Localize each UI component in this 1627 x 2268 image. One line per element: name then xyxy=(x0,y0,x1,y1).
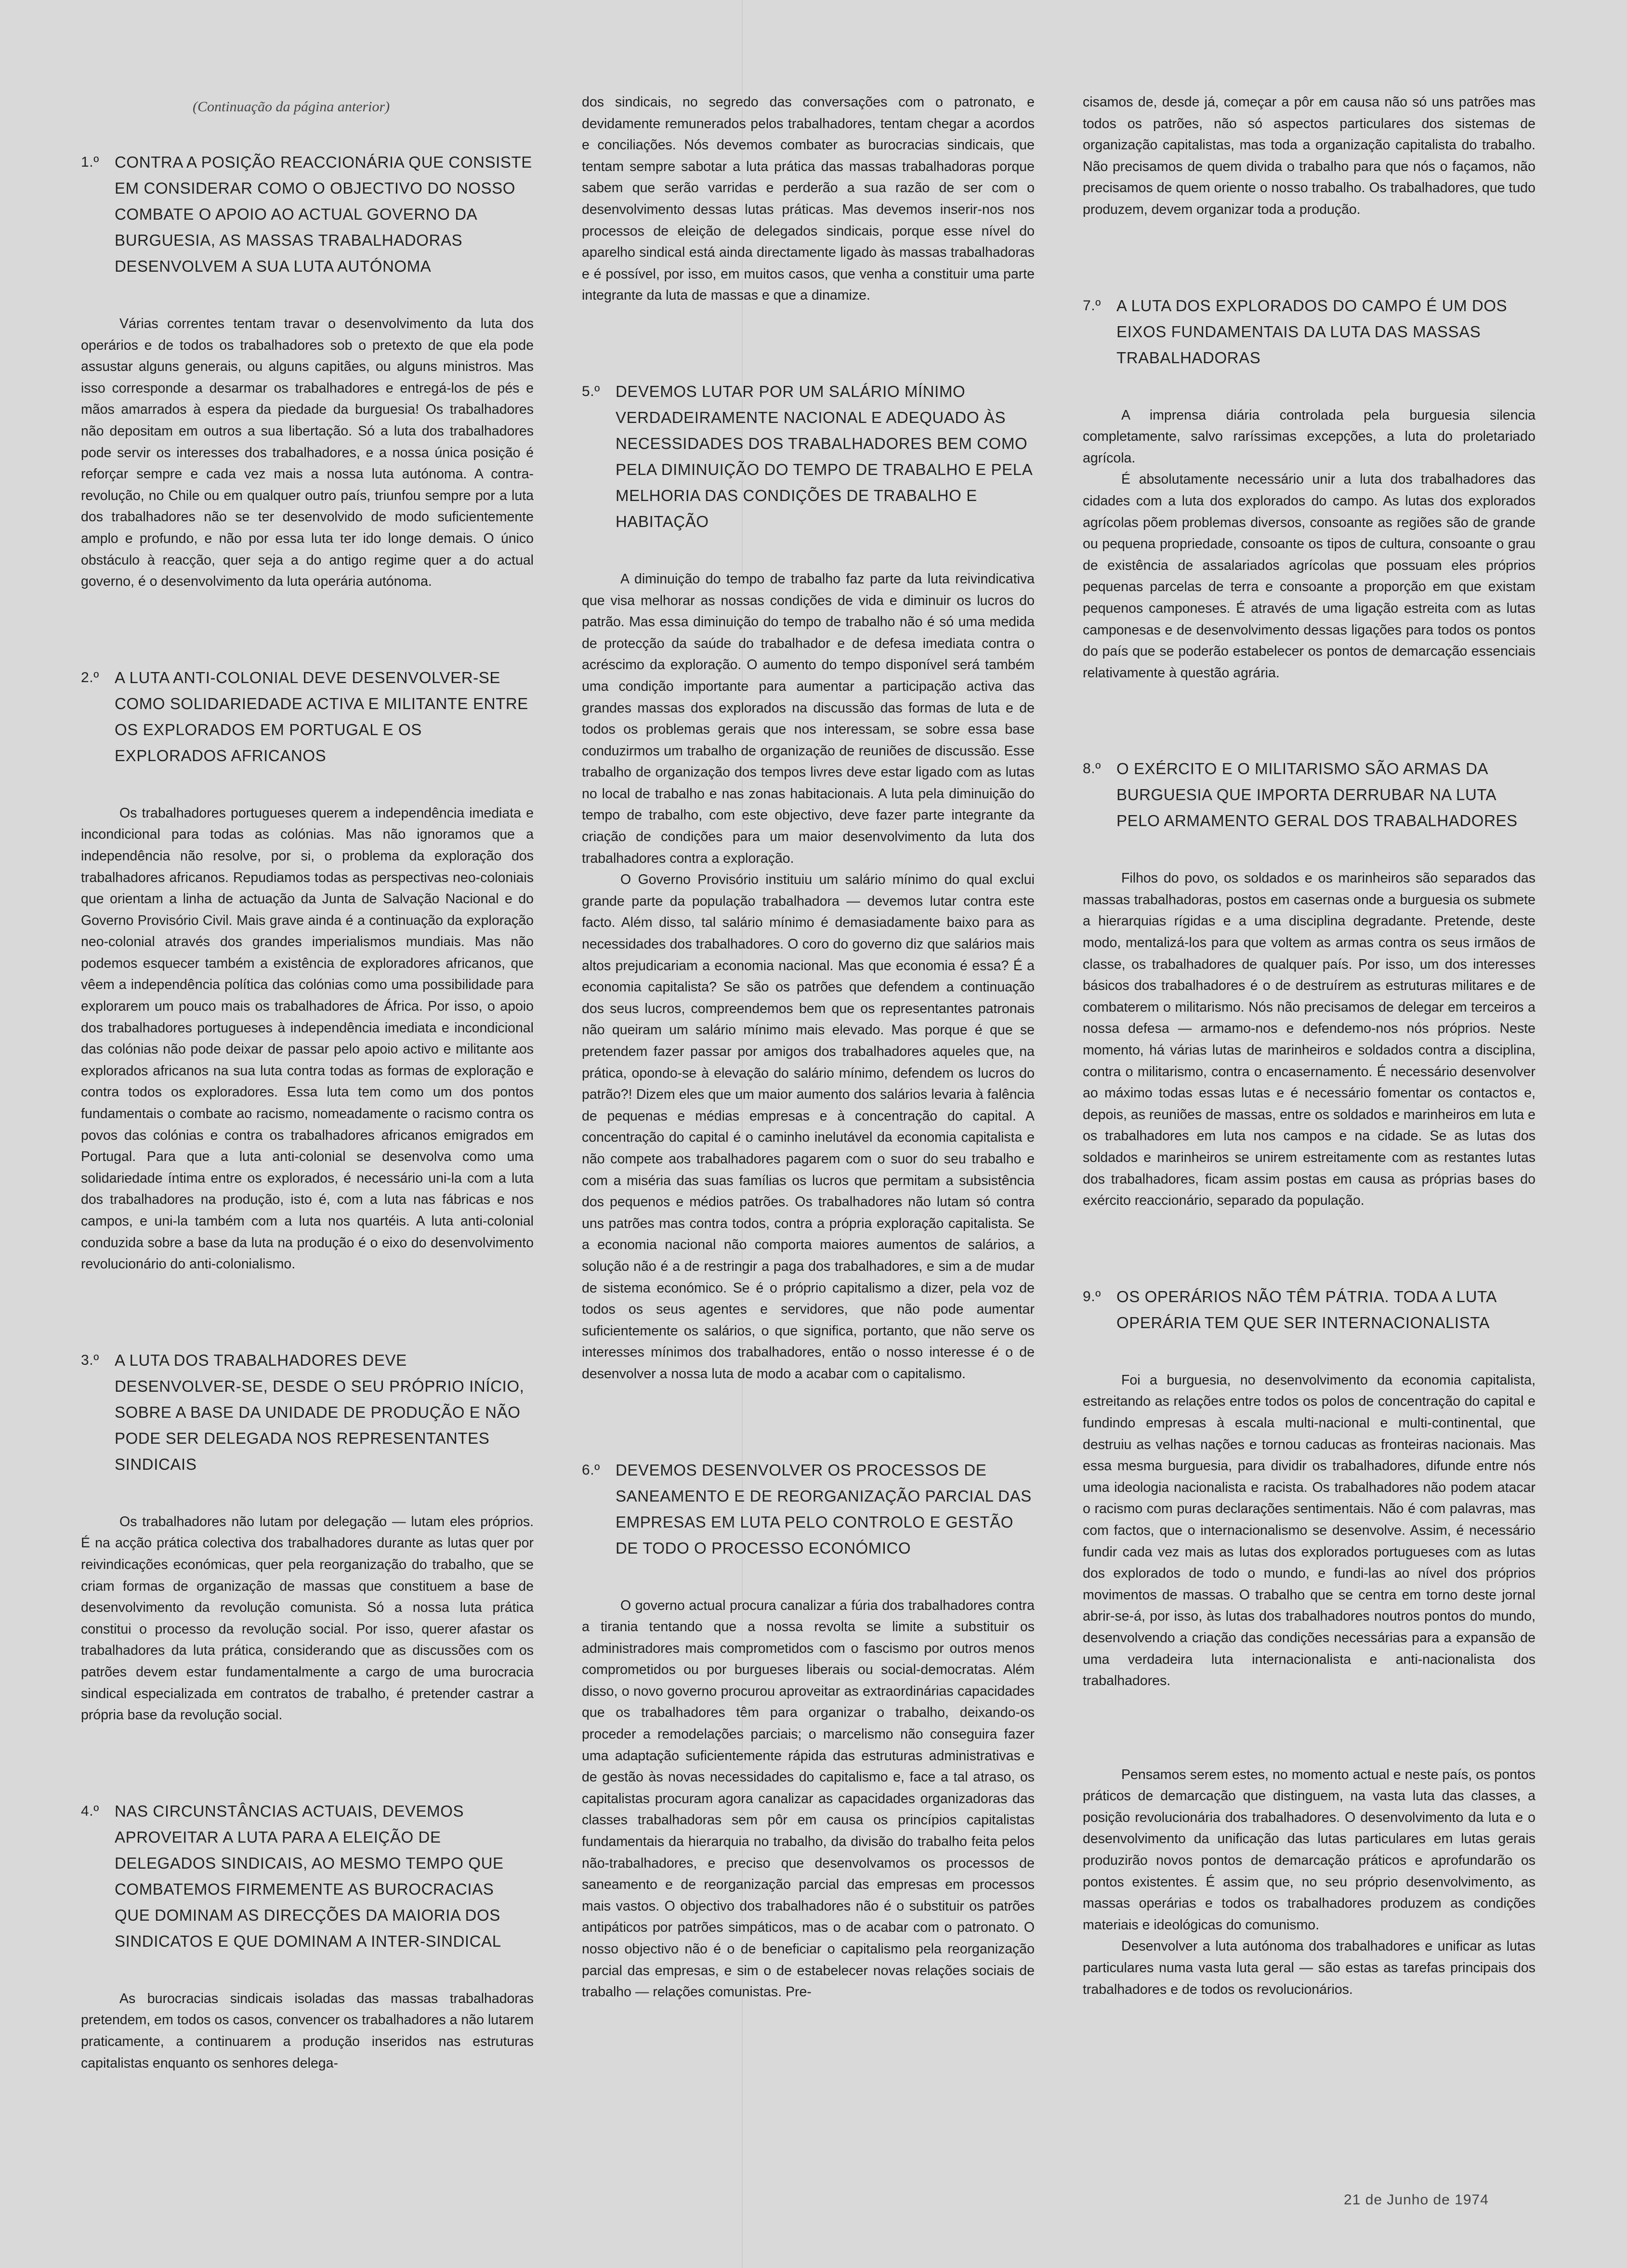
article-section xyxy=(81,149,534,593)
continuation-note: (Continuação da página anterior) xyxy=(193,99,390,115)
body-paragraph: Os trabalhadores portugueses querem a independência imediata e incondicional para todas as colónias. Mas não ignoramos que a independência não resolve, por si, o problema da exploração dos trabalhadores africanos. Repudiamos todas as perspectivas neo-coloniais que orientam a linha de actuação da Junta de Salvação Nacional e do Governo Provisório Civil. Mais grave ainda é a continuação da exploração neo-colonial através dos grandes imperialismos mundiais. Mas não podemos esquecer também a existência de exploradores africanos, que vêem a independência política das colónias como uma possibilidade para explorarem um pouco mais os trabalhadores de África. Por isso, o apoio dos trabalhadores portugueses à independência imediata e incondicional das colónias não pode deixar de passar pelo apoio activo e militante aos explorados africanos na sua luta contra todas as formas de exploração e contra todos os exploradores. Essa luta tem como um dos pontos fundamentais o combate ao racismo, nomeadamente o racismo contra os povos das colónias e contra os trabalhadores africanos emigrados em Portugal. Para que a luta anti-colonial se desenvolva como uma solidariedade íntima entre os explorados, é necessário uni-la com a luta dos trabalhadores na produção, isto é, com a luta nas fábricas e nos campos, e uni-la também com a luta nos quartéis. A luta anti-colonial conduzida sobre a base da luta na produção é o eixo do desenvolvimento revolucionário do anti-colonialismo. xyxy=(81,805,534,1272)
section-heading xyxy=(81,665,534,769)
section-title: OS OPERÁRIOS NÃO TÊM PÁTRIA. TODA A LUTA OPERÁRIA TEM QUE SER INTERNACIONALISTA xyxy=(1116,1287,1496,1332)
section-title: NAS CIRCUNSTÂNCIAS ACTUAIS, DEVEMOS APROVEITAR A LUTA PARA A ELEIÇÃO DE DELEGADOS SINDICAIS, AO MESMO TEMPO QUE COMBATEMOS FIRMEMENTE AS BUROCRACIAS QUE DOMINAM AS DIRECÇÕES DA MAIORIA DOS SINDICATOS E QUE DOMINAM A INTER-SINDICAL xyxy=(115,1802,504,1950)
section-heading xyxy=(1083,756,1535,834)
section-title: O EXÉRCITO E O MILITARISMO SÃO ARMAS DA BURGUESIA QUE IMPORTA DERRUBAR NA LUTA PELO ARMAMENTO GERAL DOS TRABALHADORES xyxy=(1116,760,1518,830)
section-heading xyxy=(1083,1284,1535,1336)
section-number: 5.º xyxy=(582,383,600,399)
publication-date: 21 de Junho de 1974 xyxy=(1344,2192,1489,2208)
article-section xyxy=(582,92,1035,306)
column-2 xyxy=(582,92,1035,2075)
section-number: 8.º xyxy=(1083,761,1101,777)
body-paragraph: As burocracias sindicais isoladas das massas trabalhadoras pretendem, em todos os casos, convencer os trabalhadores a não lutarem praticamente, a continuarem a produção inseridos nas estruturas capitalistas enquanto os senhores delega- xyxy=(81,1991,534,2071)
article-section xyxy=(1083,1764,1535,2001)
section-heading xyxy=(582,379,1035,535)
section-heading xyxy=(81,1347,534,1477)
article-section xyxy=(1083,756,1535,1212)
article-section xyxy=(1083,293,1535,684)
article-section xyxy=(582,1457,1035,2003)
article-section xyxy=(1083,92,1535,221)
section-title: DEVEMOS DESENVOLVER OS PROCESSOS DE SANEAMENTO E DE REORGANIZAÇÃO PARCIAL DAS EMPRESAS EM LUTA PELO CONTROLO E GESTÃO DE TODO O PROCESSO ECONÓMICO xyxy=(616,1461,1032,1557)
article-section xyxy=(81,1347,534,1726)
body-paragraph: cisamos de, desde já, começar a pôr em causa não só uns patrões mas todos os patrões, não só aspectos particulares dos sistemas de organização capitalistas, mas toda a organização capitalista do trabalho. Não precisamos de quem divida o trabalho para que nós o façamos, não precisamos de quem oriente o nosso trabalho. Os trabalhadores, que tudo produzem, devem organizar toda a produção. xyxy=(1083,94,1535,217)
section-heading xyxy=(81,1798,534,1954)
section-heading xyxy=(81,149,534,279)
article-section xyxy=(81,665,534,1275)
column-1 xyxy=(81,149,534,2146)
body-paragraph: Os trabalhadores não lutam por delegação — lutam eles próprios. É na acção prática colectiva dos trabalhadores durante as lutas quer por reivindicações económicas, quer pela reorganização do trabalho, que se criam formas de organização de massas que constituem a base de desenvolvimento da revolução comunista. Só a nossa luta prática constitui o processo da revolução social. Por isso, querer afastar os trabalhadores da luta prática, considerando que as discussões com os patrões devem estar fundamentalmente a cargo de uma burocracia sindical especializada em contratos de trabalho, é pretender castrar a própria base da revolução social. xyxy=(81,1514,534,1723)
section-number: 3.º xyxy=(81,1352,99,1368)
body-paragraph: Várias correntes tentam travar o desenvolvimento da luta dos operários e de todos os trabalhadores sob o pretexto de que ela pode assustar alguns generais, ou alguns capitães, ou alguns ministros. Mas isso corresponde a desarmar os trabalhadores e entregá-los de pés e mãos amarrados à espera da piedade da burguesia! Os trabalhadores não depositam em outros a sua libertação. Só a luta dos trabalhadores pode servir os interesses dos trabalhadores, e a nossa única posição é reforçar sempre e cada vez mais a nossa luta autónoma. A contra-revolução, no Chile ou em qualquer outro país, triunfou sempre por a luta dos trabalhadores não se ter desenvolvido de modo suficientemente amplo e profundo, e não por essa luta ter ido longe demais. O único obstáculo à reacção, quer seja a do antigo regime quer a do actual governo, é o desenvolvimento da luta operária autónoma. xyxy=(81,316,534,590)
section-heading xyxy=(582,1457,1035,1561)
section-title: DEVEMOS LUTAR POR UM SALÁRIO MÍNIMO VERDADEIRAMENTE NACIONAL E ADEQUADO ÀS NECESSIDADES DOS TRABALHADORES BEM COMO PELA DIMINUIÇÃO DO TEMPO DE TRABALHO E PELA MELHORIA DAS CONDIÇÕES DE TRABALHO E HABITAÇÃO xyxy=(616,382,1032,530)
section-title: CONTRA A POSIÇÃO REACCIONÁRIA QUE CONSISTE EM CONSIDERAR COMO O OBJECTIVO DO NOSSO COMBATE O APOIO AO ACTUAL GOVERNO DA BURGUESIA, AS MASSAS TRABALHADORAS DESENVOLVEM A SUA LUTA AUTÓNOMA xyxy=(115,153,532,275)
section-number: 7.º xyxy=(1083,297,1101,314)
body-paragraph: Desenvolver a luta autónoma dos trabalhadores e unificar as lutas particulares numa vasta luta geral — são estas as tarefas principais dos trabalhadores e de todos os revolucionários. xyxy=(1083,1938,1535,1997)
section-title: A LUTA ANTI-COLONIAL DEVE DESENVOLVER-SE COMO SOLIDARIEDADE ACTIVA E MILITANTE ENTRE OS EXPLORADOS EM PORTUGAL E OS EXPLORADOS AFRICANOS xyxy=(115,668,528,765)
section-number: 9.º xyxy=(1083,1288,1101,1305)
section-title: A LUTA DOS TRABALHADORES DEVE DESENVOLVER-SE, DESDE O SEU PRÓPRIO INÍCIO, SOBRE A BASE DA UNIDADE DE PRODUÇÃO E NÃO PODE SER DELEGADA NOS REPRESENTANTES SINDICAIS xyxy=(115,1351,525,1473)
body-paragraph: dos sindicais, no segredo das conversações com o patronato, e devidamente remunerados pelos trabalhadores, tentam chegar a acordos e conciliações. Nós devemos combater as burocracias sindicais, que tentam sempre sabotar a luta prática das massas trabalhadoras porque sabem que serão varridas e perderão a sua razão de ser com o desenvolvimento dessas lutas práticas. Mas devemos inserir-nos nos processos de eleição de delegados sindicais, porque esse nível do aparelho sindical está ainda directamente ligado às massas trabalhadoras e é possível, por isso, em muitos casos, que venha a constituir uma parte integrante da luta de massas e que a dinamize. xyxy=(582,94,1035,303)
column-3 xyxy=(1083,92,1535,2072)
section-number: 4.º xyxy=(81,1803,99,1819)
section-number: 1.º xyxy=(81,154,99,170)
section-heading xyxy=(1083,293,1535,371)
article-section xyxy=(1083,1284,1535,1692)
body-paragraph: A imprensa diária controlada pela burguesia silencia completamente, salvo raríssimas excepções, a luta do proletariado agrícola. xyxy=(1083,407,1535,466)
body-paragraph: O governo actual procura canalizar a fúria dos trabalhadores contra a tirania tentando que a nossa revolta se limite a substituir os administradores mais comprometidos com o fascismo por outros menos comprometidos ou por burgueses liberais ou social-democratas. Além disso, o novo governo procurou aproveitar as extraordinárias capacidades que os trabalhadores têm para organizar o trabalho, deixando-os proceder a remodelações parciais; o marcelismo não conseguira fazer uma adaptação suficientemente rápida das estruturas administrativas e de gestão às novas necessidades do capitalismo e, face a tal atraso, os capitalistas procuram agora canalizar as capacidades organizadoras das classes trabalhadoras sem pôr em causa os princípios capitalistas fundamentais da hierarquia no trabalho, da divisão do trabalho feita pelos não-trabalhadores, e preciso que desenvolvamos os processos de saneamento e de reorganização parcial das empresas em processos mais vastos. O objectivo dos trabalhadores não é o substituir os patrões antipáticos por patrões simpáticos, mas o de acabar com o patronato. O nosso objectivo não é o de beneficiar o capitalismo pela reorganização parcial das empresas, e sim o de estabelecer novas relações sociais de trabalho — relações comunistas. Pre- xyxy=(582,1597,1035,2000)
section-number: 2.º xyxy=(81,669,99,686)
article-section xyxy=(81,1798,534,2074)
body-paragraph: É absolutamente necessário unir a luta dos trabalhadores das cidades com a luta dos explorados do campo. As lutas dos explorados agrícolas põem problemas diversos, consoante as regiões são de grande ou pequena propriedade, consoante os tipos de cultura, consoante o grau de existência de assalariados agrícolas que possuam eles próprios pequenas parcelas de terra e consoante a proporção em que existam pequenos camponeses. É através de uma ligação estreita com as lutas camponesas e de desenvolvimento dessas ligações para todos os pontos do país que se poderão estabelecer os pontos de demarcação essenciais relativamente à questão agrária. xyxy=(1083,472,1535,681)
body-paragraph: O Governo Provisório instituiu um salário mínimo do qual exclui grande parte da população trabalhadora — devemos lutar contra este facto. Além disso, tal salário mínimo é demasiadamente baixo para as necessidades dos trabalhadores. O coro do governo diz que salários mais altos prejudicariam a economia nacional. Mas que economia é essa? É a economia capitalista? Se são os patrões que defendem a continuação dos seus lucros, compreendemos bem que os representantes patronais não queiram um salário mínimo mais elevado. Mas porque é que se pretendem fazer passar por amigos dos trabalhadores aqueles que, na prática, opondo-se à elevação do salário mínimo, defendem os lucros do patrão?! Dizem eles que um maior aumento dos salários levaria à falência de pequenas e médias empresas e à concentração do capital. A concentração do capital é o caminho inelutável da economia capitalista e não compete aos trabalhadores pagarem com o suor do seu trabalho e com a miséria das suas famílias os lucros que permitam a subsistência dos pequenos e médios patrões. Os trabalhadores não lutam só contra uns patrões mas contra todos, contra a própria exploração capitalista. Se a economia nacional não comporta maiores aumentos de salários, a solução não é a de restringir a paga dos trabalhadores, e sim a de mudar de sistema económico. Se é o próprio capitalismo a dizer, pela voz de todos os seus agentes e servidores, que não pode aumentar suficientemente os salários, o que significa, portanto, que não serve os interesses mínimos dos trabalhadores, então o nosso interesse é o de desenvolver a nossa luta de modo a acabar com o capitalismo. xyxy=(582,872,1035,1382)
section-number: 6.º xyxy=(582,1462,600,1478)
body-paragraph: Foi a burguesia, no desenvolvimento da economia capitalista, estreitando as relações entre todos os polos de concentração do capital e fundindo empresas à escala multi-nacional e multi-continental, que destruiu as velhas nações e tornou caducas as fronteiras nacionais. Mas essa mesma burguesia, para dividir os trabalhadores, difunde entre nós uma ideologia nacionalista e racista. Os trabalhadores não podem atacar o racismo com puras declarações sentimentais. Não é com palavras, mas com factos, que o internacionalismo se desenvolve. Assim, é necessário fundir cada vez mais as lutas dos explorados portugueses com as lutas dos explorados de todo o mundo, e fundi-las ao nível dos próprios movimentos de massas. O trabalho que se centra em torno deste jornal abrir-se-á, por isso, às lutas dos trabalhadores noutros pontos do mundo, desenvolvendo a criação das condições necessárias para a expansão de uma verdadeira luta internacionalista e anti-nacionalista dos trabalhadores. xyxy=(1083,1372,1535,1689)
body-paragraph: Filhos do povo, os soldados e os marinheiros são separados das massas trabalhadoras, postos em casernas onde a burguesia os submete a hierarquias rígidas e a uma disciplina degradante. Pretende, deste modo, mentalizá-los para que voltem as armas contra os seus irmãos de classe, os trabalhadores de qualquer país. Por isso, um dos interesses básicos dos trabalhadores é o de destruírem as estruturas militares e de combaterem o militarismo. Nós não precisamos de delegar em terceiros a nossa defesa — armamo-nos e defendemo-nos nós próprios. Neste momento, há várias lutas de marinheiros e soldados contra a disciplina, contra o militarismo, contra o encasernamento. É necessário desenvolver ao máximo todas essas lutas e é necessário fomentar os contactos e, depois, as reuniões de massas, entre os soldados e marinheiros em luta e os trabalhadores em luta nos campos e na cidade. Se as lutas dos soldados e marinheiros se unirem estreitamente com as restantes lutas dos trabalhadores, ficam assim postas em causa as próprias bases do exército reaccionário, separado da população. xyxy=(1083,870,1535,1209)
article-section xyxy=(582,379,1035,1385)
section-title: A LUTA DOS EXPLORADOS DO CAMPO É UM DOS EIXOS FUNDAMENTAIS DA LUTA DAS MASSAS TRABALHADORAS xyxy=(1116,296,1508,367)
body-paragraph: Pensamos serem estes, no momento actual e neste país, os pontos práticos de demarcação que distinguem, na vasta luta das classes, a posição revolucionária dos trabalhadores. O desenvolvimento da luta e o desenvolvimento da unificação das lutas particulares em lutas gerais produzirão novos pontos de demarcação práticos e aprofundarão os pontos existentes. É assim que, no seu próprio desenvolvimento, as massas operárias e todos os trabalhadores produzem as condições materiais e ideológicas do comunismo. xyxy=(1083,1767,1535,1933)
body-paragraph: A diminuição do tempo de trabalho faz parte da luta reivindicativa que visa melhorar as nossas condições de vida e diminuir os lucros do patrão. Mas essa diminuição do tempo de trabalho não é só uma medida de protecção da saúde do trabalhador e de defesa imediata contra o acréscimo da exploração. O aumento do tempo disponível será também uma condição importante para aumentar a participação activa das grandes massas dos explorados na discussão das formas de luta e de todos os problemas gerais que nos interessam, se sobre essa base conduzirmos um trabalho de organização de reuniões de discussão. Esse trabalho de organização dos tempos livres deve estar ligado com as lutas no local de trabalho e nas zonas habitacionais. A luta pela diminuição do tempo de trabalho, com este objectivo, deve fazer parte integrante da criação de condições para um maior desenvolvimento da luta dos trabalhadores contra a exploração. xyxy=(582,571,1035,866)
